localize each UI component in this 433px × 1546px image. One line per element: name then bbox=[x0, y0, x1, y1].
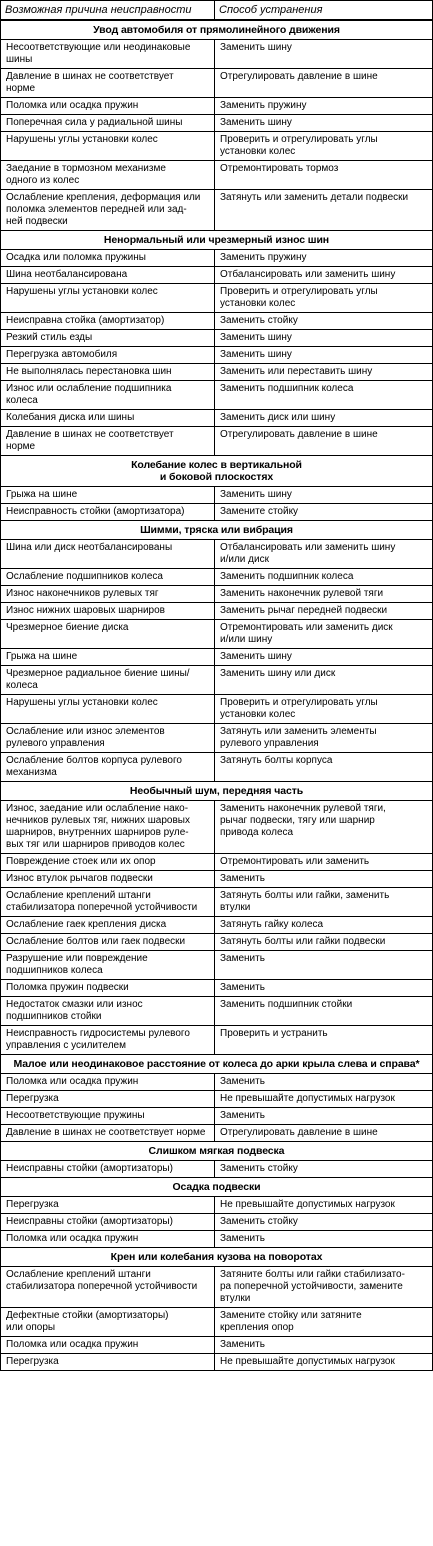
remedy-cell: Не превышайте допустимых нагрузок bbox=[215, 1354, 433, 1371]
remedy-cell: Затянуть болты или гайки подвески bbox=[215, 934, 433, 951]
table-row bbox=[1, 40, 433, 69]
section-title: Шимми, тряска или вибрация bbox=[1, 521, 433, 540]
cause-cell: Нарушены углы установки колес bbox=[1, 695, 215, 724]
cause-cell: Неисправность гидросистемы рулевого управления с усилителем bbox=[1, 1026, 215, 1055]
table-row bbox=[1, 1337, 433, 1354]
remedy-cell: Заменить bbox=[215, 871, 433, 888]
table-row bbox=[1, 980, 433, 997]
cause-cell: Перегрузка bbox=[1, 1197, 215, 1214]
section-header-row bbox=[1, 231, 433, 250]
section-title: Осадка подвески bbox=[1, 1178, 433, 1197]
cause-cell: Ослабление болтов корпуса рулевого механизма bbox=[1, 753, 215, 782]
remedy-cell: Заменить шину или диск bbox=[215, 666, 433, 695]
table-row bbox=[1, 753, 433, 782]
table-row bbox=[1, 1108, 433, 1125]
remedy-cell: Заменить bbox=[215, 980, 433, 997]
cause-cell: Заедание в тормозном механизме одного из колес bbox=[1, 161, 215, 190]
cause-column-header: Возможная причина неисправности bbox=[1, 1, 215, 21]
cause-cell: Перегрузка bbox=[1, 1354, 215, 1371]
remedy-cell: Затянуть болты или гайки, заменить втулки bbox=[215, 888, 433, 917]
section-header-row bbox=[1, 20, 433, 40]
table-row bbox=[1, 410, 433, 427]
table-row bbox=[1, 427, 433, 456]
remedy-cell: Заменить пружину bbox=[215, 250, 433, 267]
table-row bbox=[1, 381, 433, 410]
cause-cell: Неисправна стойка (амортизатор) bbox=[1, 313, 215, 330]
table-row bbox=[1, 620, 433, 649]
table-row bbox=[1, 313, 433, 330]
table-row bbox=[1, 1125, 433, 1142]
cause-cell: Не выполнялась перестановка шин bbox=[1, 364, 215, 381]
remedy-cell: Заменить наконечник рулевой тяги bbox=[215, 586, 433, 603]
remedy-cell: Отбалансировать или заменить шину и/или диск bbox=[215, 540, 433, 569]
table-row bbox=[1, 917, 433, 934]
remedy-cell: Отрегулировать давление в шине bbox=[215, 69, 433, 98]
cause-cell: Износ или ослабление подшипника колеса bbox=[1, 381, 215, 410]
remedy-cell: Заменить шину bbox=[215, 347, 433, 364]
cause-cell: Ослабление подшипников колеса bbox=[1, 569, 215, 586]
remedy-cell: Затянуть гайку колеса bbox=[215, 917, 433, 934]
section-title: Малое или неодинаковое расстояние от колеса до арки крыла слева и справа* bbox=[1, 1055, 433, 1074]
table-row bbox=[1, 69, 433, 98]
table-row bbox=[1, 364, 433, 381]
remedy-cell: Проверить и отрегулировать углы установки колес bbox=[215, 284, 433, 313]
remedy-cell: Заменить подшипник колеса bbox=[215, 569, 433, 586]
table-row bbox=[1, 1214, 433, 1231]
cause-cell: Ослабление болтов или гаек подвески bbox=[1, 934, 215, 951]
cause-cell: Чрезмерное биение диска bbox=[1, 620, 215, 649]
remedy-cell: Проверить и отрегулировать углы установки колес bbox=[215, 695, 433, 724]
cause-cell: Повреждение стоек или их опор bbox=[1, 854, 215, 871]
remedy-cell: Замените стойку bbox=[215, 504, 433, 521]
remedy-cell: Заменить подшипник колеса bbox=[215, 381, 433, 410]
remedy-cell: Отремонтировать или заменить диск и/или шину bbox=[215, 620, 433, 649]
cause-cell: Износ наконечников рулевых тяг bbox=[1, 586, 215, 603]
cause-cell: Нарушены углы установки колес bbox=[1, 132, 215, 161]
remedy-cell: Проверить и отрегулировать углы установки колес bbox=[215, 132, 433, 161]
remedy-cell: Заменить подшипник стойки bbox=[215, 997, 433, 1026]
remedy-cell: Проверить и устранить bbox=[215, 1026, 433, 1055]
section-title: Необычный шум, передняя часть bbox=[1, 782, 433, 801]
cause-cell: Износ нижних шаровых шарниров bbox=[1, 603, 215, 620]
remedy-cell: Заменить шину bbox=[215, 330, 433, 347]
cause-cell: Неисправны стойки (амортизаторы) bbox=[1, 1214, 215, 1231]
table-row bbox=[1, 190, 433, 231]
remedy-cell: Заменить стойку bbox=[215, 1214, 433, 1231]
cause-cell: Поломка пружин подвески bbox=[1, 980, 215, 997]
table-row bbox=[1, 487, 433, 504]
cause-cell: Поломка или осадка пружин bbox=[1, 98, 215, 115]
cause-cell: Ослабление креплений штанги стабилизатора поперечной устойчивости bbox=[1, 888, 215, 917]
remedy-cell: Затянуть или заменить детали подвески bbox=[215, 190, 433, 231]
remedy-cell: Заменить или переставить шину bbox=[215, 364, 433, 381]
section-title: Крен или колебания кузова на поворотах bbox=[1, 1248, 433, 1267]
cause-cell: Поломка или осадка пружин bbox=[1, 1231, 215, 1248]
cause-cell: Давление в шинах не соответствует норме bbox=[1, 1125, 215, 1142]
table-row bbox=[1, 1026, 433, 1055]
table-row bbox=[1, 888, 433, 917]
section-header-row bbox=[1, 782, 433, 801]
table-row bbox=[1, 1161, 433, 1178]
cause-cell: Чрезмерное радиальное биение шины/ колеса bbox=[1, 666, 215, 695]
cause-cell: Нарушены углы установки колес bbox=[1, 284, 215, 313]
table-row bbox=[1, 115, 433, 132]
table-row bbox=[1, 649, 433, 666]
table-row bbox=[1, 801, 433, 854]
table-row bbox=[1, 250, 433, 267]
remedy-cell: Затянуть или заменить элементы рулевого управления bbox=[215, 724, 433, 753]
cause-cell: Ослабление гаек крепления диска bbox=[1, 917, 215, 934]
cause-cell: Резкий стиль езды bbox=[1, 330, 215, 347]
cause-cell: Износ, заедание или ослабление нако- нечников рулевых тяг, нижних шаровых шарниров, внутренних шарниров руле- вых тяг или шарниров приводов колес bbox=[1, 801, 215, 854]
section-header-row bbox=[1, 1248, 433, 1267]
remedy-cell: Заменить bbox=[215, 951, 433, 980]
table-row bbox=[1, 951, 433, 980]
table-row bbox=[1, 1267, 433, 1308]
table-row bbox=[1, 540, 433, 569]
cause-cell: Грыжа на шине bbox=[1, 649, 215, 666]
remedy-cell: Заменить шину bbox=[215, 487, 433, 504]
remedy-cell: Заменить рычаг передней подвески bbox=[215, 603, 433, 620]
remedy-cell: Заменить bbox=[215, 1231, 433, 1248]
table-row bbox=[1, 1091, 433, 1108]
table-row bbox=[1, 132, 433, 161]
table-row bbox=[1, 1074, 433, 1091]
remedy-cell: Заменить диск или шину bbox=[215, 410, 433, 427]
table-row bbox=[1, 871, 433, 888]
section-title: Колебание колес в вертикальной и боковой плоскостях bbox=[1, 456, 433, 487]
remedy-cell: Заменить bbox=[215, 1074, 433, 1091]
table-header-row bbox=[1, 1, 433, 21]
cause-cell: Дефектные стойки (амортизаторы) или опоры bbox=[1, 1308, 215, 1337]
table-row bbox=[1, 284, 433, 313]
table-row bbox=[1, 504, 433, 521]
cause-cell: Осадка или поломка пружины bbox=[1, 250, 215, 267]
remedy-cell: Не превышайте допустимых нагрузок bbox=[215, 1091, 433, 1108]
table-row bbox=[1, 98, 433, 115]
cause-cell: Недостаток смазки или износ подшипников стойки bbox=[1, 997, 215, 1026]
section-title: Слишком мягкая подвеска bbox=[1, 1142, 433, 1161]
cause-cell: Давление в шинах не соответствует норме bbox=[1, 69, 215, 98]
cause-cell: Поперечная сила у радиальной шины bbox=[1, 115, 215, 132]
cause-cell: Ослабление креплений штанги стабилизатора поперечной устойчивости bbox=[1, 1267, 215, 1308]
section-header-row bbox=[1, 456, 433, 487]
cause-cell: Поломка или осадка пружин bbox=[1, 1337, 215, 1354]
cause-cell: Неисправны стойки (амортизаторы) bbox=[1, 1161, 215, 1178]
remedy-cell: Заменить bbox=[215, 1108, 433, 1125]
remedy-cell: Заменить стойку bbox=[215, 1161, 433, 1178]
table-row bbox=[1, 330, 433, 347]
section-title: Ненормальный или чрезмерный износ шин bbox=[1, 231, 433, 250]
table-row bbox=[1, 1354, 433, 1371]
remedy-cell: Не превышайте допустимых нагрузок bbox=[215, 1197, 433, 1214]
remedy-cell: Замените стойку или затяните крепления опор bbox=[215, 1308, 433, 1337]
remedy-cell: Отрегулировать давление в шине bbox=[215, 427, 433, 456]
cause-cell: Давление в шинах не соответствует норме bbox=[1, 427, 215, 456]
remedy-cell: Отремонтировать или заменить bbox=[215, 854, 433, 871]
remedy-cell: Заменить шину bbox=[215, 40, 433, 69]
cause-cell: Шина или диск неотбалансированы bbox=[1, 540, 215, 569]
cause-cell: Шина неотбалансирована bbox=[1, 267, 215, 284]
table-row bbox=[1, 934, 433, 951]
table-body bbox=[1, 20, 433, 1371]
remedy-cell: Заменить пружину bbox=[215, 98, 433, 115]
remedy-cell: Затянуть болты корпуса bbox=[215, 753, 433, 782]
remedy-cell: Заменить стойку bbox=[215, 313, 433, 330]
section-title: Увод автомобиля от прямолинейного движения bbox=[1, 20, 433, 40]
table-row bbox=[1, 1197, 433, 1214]
section-header-row bbox=[1, 1178, 433, 1197]
cause-cell: Разрушение или повреждение подшипников колеса bbox=[1, 951, 215, 980]
table-row bbox=[1, 603, 433, 620]
section-header-row bbox=[1, 1055, 433, 1074]
table-row bbox=[1, 666, 433, 695]
cause-cell: Несоответствующие пружины bbox=[1, 1108, 215, 1125]
cause-cell: Колебания диска или шины bbox=[1, 410, 215, 427]
cause-cell: Поломка или осадка пружин bbox=[1, 1074, 215, 1091]
remedy-cell: Заменить шину bbox=[215, 115, 433, 132]
remedy-column-header: Способ устранения bbox=[215, 1, 433, 21]
table-row bbox=[1, 1231, 433, 1248]
table-row bbox=[1, 695, 433, 724]
remedy-cell: Заменить bbox=[215, 1337, 433, 1354]
cause-cell: Неисправность стойки (амортизатора) bbox=[1, 504, 215, 521]
remedy-cell: Заменить наконечник рулевой тяги, рычаг подвески, тягу или шарнир привода колеса bbox=[215, 801, 433, 854]
table-row bbox=[1, 586, 433, 603]
cause-cell: Ослабление крепления, деформация или поломка элементов передней или зад- ней подвески bbox=[1, 190, 215, 231]
cause-cell: Ослабление или износ элементов рулевого управления bbox=[1, 724, 215, 753]
remedy-cell: Заменить шину bbox=[215, 649, 433, 666]
cause-cell: Несоответствующие или неодинаковые шины bbox=[1, 40, 215, 69]
section-header-row bbox=[1, 521, 433, 540]
table-row bbox=[1, 569, 433, 586]
remedy-cell: Отбалансировать или заменить шину bbox=[215, 267, 433, 284]
cause-cell: Грыжа на шине bbox=[1, 487, 215, 504]
remedy-cell: Отрегулировать давление в шине bbox=[215, 1125, 433, 1142]
cause-cell: Износ втулок рычагов подвески bbox=[1, 871, 215, 888]
table-row bbox=[1, 267, 433, 284]
table-row bbox=[1, 347, 433, 364]
table-row bbox=[1, 1308, 433, 1337]
remedy-cell: Затяните болты или гайки стабилизато- ра поперечной устойчивости, замените втулки bbox=[215, 1267, 433, 1308]
section-header-row bbox=[1, 1142, 433, 1161]
table-row bbox=[1, 724, 433, 753]
cause-cell: Перегрузка bbox=[1, 1091, 215, 1108]
cause-cell: Перегрузка автомобиля bbox=[1, 347, 215, 364]
remedy-cell: Отремонтировать тормоз bbox=[215, 161, 433, 190]
table-row bbox=[1, 997, 433, 1026]
table-row bbox=[1, 161, 433, 190]
table-row bbox=[1, 854, 433, 871]
